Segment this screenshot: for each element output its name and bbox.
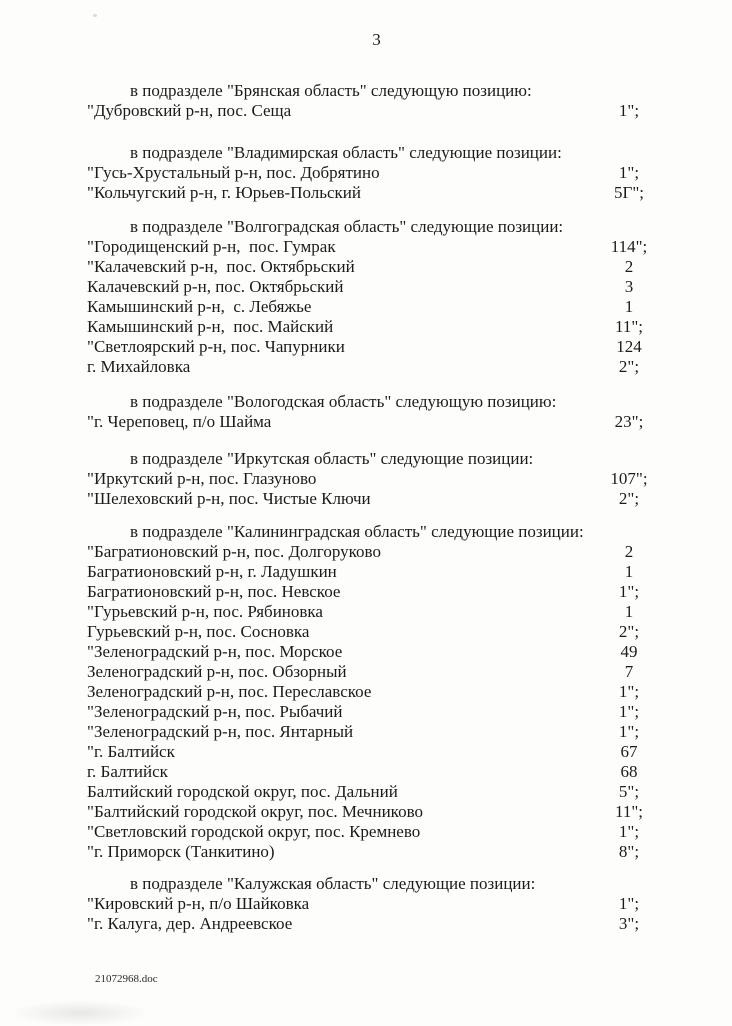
entries-list [87, 469, 666, 509]
entry-value: 2 [624, 542, 634, 561]
entry-text: "г. Приморск (Танкитино) [87, 842, 275, 861]
entry-text: "Гурьевский р-н, пос. Рябиновка [87, 602, 323, 621]
entry-value: 1 [624, 562, 634, 581]
entry-row [87, 337, 666, 357]
entry-row [87, 762, 666, 782]
section-header: в подразделе "Иркутская область" следующие позиции: [130, 449, 534, 468]
entry-text: "Светловский городской округ, пос. Кремнево [87, 822, 421, 841]
entry-row [87, 782, 666, 802]
entry-row [87, 842, 666, 862]
entry-row [87, 602, 666, 622]
entry-value: 49 [620, 642, 638, 661]
entry-text: "Светлоярский р-н, пос. Чапурники [87, 337, 345, 356]
section-header: в подразделе "Калининградская область" следующие позиции: [130, 522, 584, 541]
entry-row [87, 257, 666, 277]
section-header: в подразделе "Калужская область" следующие позиции: [130, 874, 536, 893]
entry-row [87, 317, 666, 337]
section-bryansk-oblast [87, 81, 666, 121]
entry-value: 2"; [618, 489, 640, 508]
entry-text: Гурьевский р-н, пос. Сосновка [87, 622, 310, 641]
entry-value: 107"; [610, 469, 648, 488]
entry-row [87, 742, 666, 762]
entry-row [87, 702, 666, 722]
entry-value: 67 [620, 742, 638, 761]
entry-value: 1"; [618, 682, 640, 701]
scan-artifact-speck [93, 14, 97, 17]
section-volgograd-oblast [87, 217, 666, 377]
scan-artifact-blob [10, 1000, 150, 1026]
entry-value: 3 [624, 277, 634, 296]
entry-row [87, 914, 666, 934]
entry-row [87, 682, 666, 702]
section-header: в подразделе "Брянская область" следующую позицию: [130, 81, 532, 100]
entry-row [87, 894, 666, 914]
page-number: 3 [372, 30, 381, 49]
entry-row [87, 277, 666, 297]
entry-value: 7 [624, 662, 634, 681]
entry-text: "Иркутский р-н, пос. Глазуново [87, 469, 317, 488]
entry-value: 1"; [618, 101, 640, 120]
entry-row [87, 822, 666, 842]
footer-filename: 21072968.doc [95, 973, 158, 985]
entry-text: г. Балтийск [87, 762, 168, 781]
section-irkutsk-oblast [87, 449, 666, 509]
entry-value: 11"; [614, 802, 644, 821]
entry-text: "г. Балтийск [87, 742, 175, 761]
entries-list [87, 412, 666, 432]
entry-value: 23"; [614, 412, 644, 431]
entry-value: 114"; [610, 237, 648, 256]
entries-list [87, 237, 666, 377]
entry-row [87, 489, 666, 509]
entry-value: 1"; [618, 163, 640, 182]
entry-value: 68 [620, 762, 638, 781]
entry-text: "Дубровский р-н, пос. Сеща [87, 101, 292, 120]
entries-list [87, 542, 666, 862]
entry-text: "Городищенский р-н, пос. Гумрак [87, 237, 336, 256]
entry-row [87, 802, 666, 822]
entry-text: Камышинский р-н, пос. Майский [87, 317, 334, 336]
entry-row [87, 662, 666, 682]
entry-text: "Багратионовский р-н, пос. Долгоруково [87, 542, 381, 561]
entry-text: "Зеленоградский р-н, пос. Рыбачий [87, 702, 343, 721]
entry-row [87, 582, 666, 602]
entry-text: "Кольчугский р-н, г. Юрьев-Польский [87, 183, 361, 202]
section-header: в подразделе "Вологодская область" следующую позицию: [130, 392, 557, 411]
entry-row [87, 297, 666, 317]
entry-value: 1 [624, 602, 634, 621]
entry-value: 1 [624, 297, 634, 316]
entry-value: 11"; [614, 317, 644, 336]
section-header: в подразделе "Волгоградская область" следующие позиции: [130, 217, 564, 236]
entry-value: 3"; [618, 914, 640, 933]
entry-text: "Шелеховский р-н, пос. Чистые Ключи [87, 489, 371, 508]
entry-text: "Зеленоградский р-н, пос. Янтарный [87, 722, 354, 741]
entries-list [87, 894, 666, 934]
entry-text: Зеленоградский р-н, пос. Переславское [87, 682, 372, 701]
entry-text: Калачевский р-н, пос. Октябрьский [87, 277, 344, 296]
entry-row [87, 542, 666, 562]
entry-row [87, 357, 666, 377]
entry-text: "Балтийский городской округ, пос. Мечниково [87, 802, 423, 821]
entry-row [87, 722, 666, 742]
entry-value: 124 [616, 337, 642, 356]
entry-row [87, 642, 666, 662]
entry-row [87, 562, 666, 582]
entry-text: "Гусь-Хрустальный р-н, пос. Добрятино [87, 163, 380, 182]
entry-value: 2"; [618, 622, 640, 641]
entry-row [87, 469, 666, 489]
entry-row [87, 183, 666, 203]
entry-value: 1"; [618, 822, 640, 841]
entry-value: 5"; [618, 782, 640, 801]
section-kaluga-oblast [87, 874, 666, 934]
entry-text: Багратионовский р-н, пос. Невское [87, 582, 341, 601]
entry-text: "г. Череповец, п/о Шайма [87, 412, 272, 431]
section-vladimir-oblast [87, 143, 666, 203]
entry-row [87, 237, 666, 257]
entry-text: "Кировский р-н, п/о Шайковка [87, 894, 310, 913]
entry-value: 8"; [618, 842, 640, 861]
entry-text: "Зеленоградский р-н, пос. Морское [87, 642, 343, 661]
entry-text: Балтийский городской округ, пос. Дальний [87, 782, 398, 801]
entry-text: Зеленоградский р-н, пос. Обзорный [87, 662, 347, 681]
entry-row [87, 101, 666, 121]
entry-row [87, 412, 666, 432]
entry-text: г. Михайловка [87, 357, 191, 376]
entry-text: Камышинский р-н, с. Лебяжье [87, 297, 312, 316]
entry-row [87, 163, 666, 183]
entry-text: "Калачевский р-н, пос. Октябрьский [87, 257, 355, 276]
entry-value: 1"; [618, 722, 640, 741]
entries-list [87, 101, 666, 121]
section-vologda-oblast [87, 392, 666, 432]
entry-text: Багратионовский р-н, г. Ладушкин [87, 562, 337, 581]
entry-value: 1"; [618, 702, 640, 721]
entry-value: 1"; [618, 894, 640, 913]
entry-value: 2 [624, 257, 634, 276]
entry-value: 1"; [618, 582, 640, 601]
entry-row [87, 622, 666, 642]
entries-list [87, 163, 666, 203]
entry-value: 2"; [618, 357, 640, 376]
section-header: в подразделе "Владимирская область" следующие позиции: [130, 143, 562, 162]
entry-text: "г. Калуга, дер. Андреевское [87, 914, 293, 933]
section-kaliningrad-oblast [87, 522, 666, 862]
entry-value: 5Г"; [614, 183, 644, 202]
